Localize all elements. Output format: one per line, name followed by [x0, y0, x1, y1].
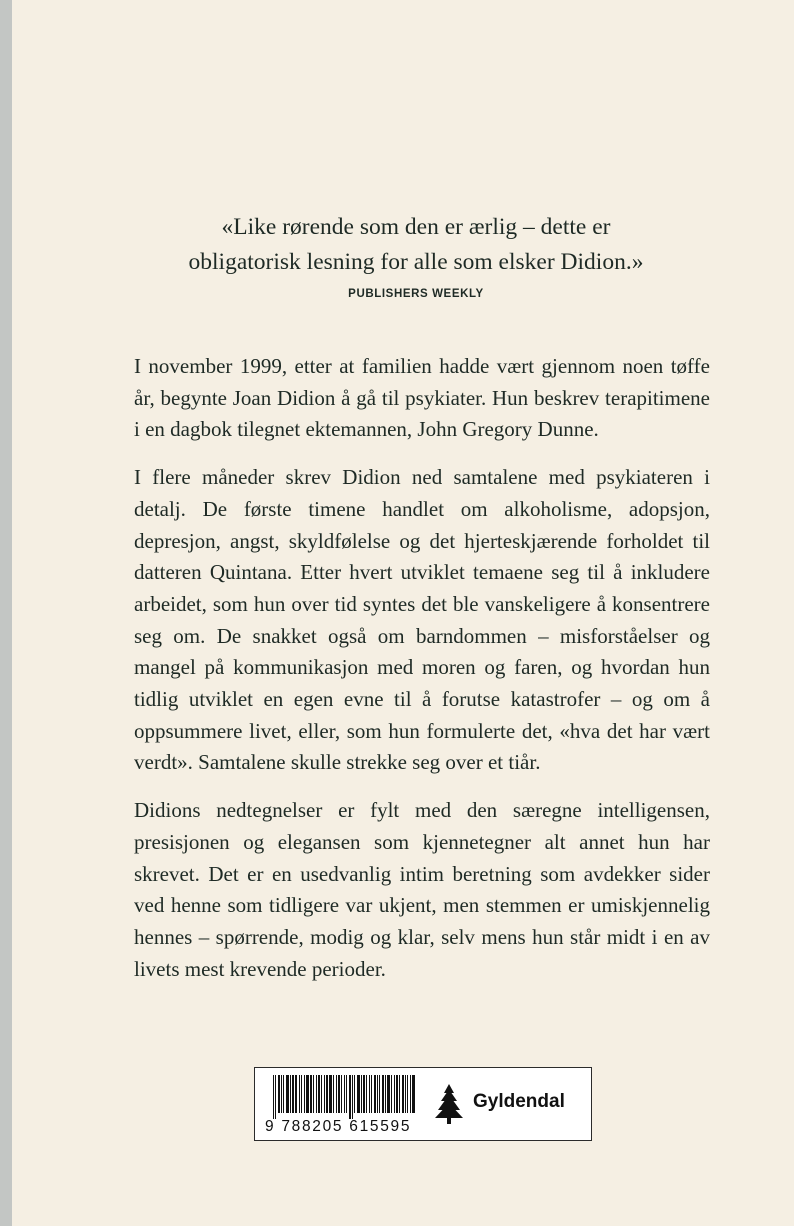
barcode-bar — [316, 1075, 317, 1113]
barcode-bar — [369, 1075, 370, 1113]
barcode-bar — [324, 1075, 325, 1113]
blurb-paragraph-2: I flere måneder skrev Didion ned samtalene med psykiateren i detalj. De første timene handlet om alkoholisme, adopsjon, depresjon, angst, skyldfølelse og det hjerteskjærende forholdet til datteren Quintana. Etter hvert utviklet temaene seg til å inkludere arbeidet, som hun over tid syntes det ble vanskeligere å konsentrere seg om. De snakket også om barndommen – misforståelser og mangel på kommunikasjon med moren og faren, og hvordan hun tidlig utviklet en egen evne til å forutse katastrofer – og om å oppsummere livet, eller, som hun formulerte det, «hva det har vært verdt». Samtalene skulle strekke seg over et tiår. — [134, 465, 710, 775]
blurb-text — [134, 351, 710, 985]
barcode-bar — [310, 1075, 312, 1113]
barcode-bar — [412, 1075, 415, 1113]
barcode-bar — [278, 1075, 280, 1113]
barcode-bar — [349, 1075, 351, 1119]
barcode-bar — [354, 1075, 355, 1113]
spine-edge — [0, 0, 12, 1226]
barcode-bar — [283, 1075, 284, 1113]
isbn-number: 9 788205 615595 — [265, 1118, 412, 1135]
barcode-bar — [318, 1075, 320, 1113]
barcode-bar — [410, 1075, 411, 1113]
barcode-bar — [273, 1075, 274, 1119]
barcode-bar — [344, 1075, 345, 1113]
barcode-bar — [357, 1075, 360, 1113]
blurb-paragraph-3: Didions nedtegnelser er fylt med den særegne intelligensen, presisjonen og elegansen som kjennetegner alt annet hun har skrevet. Det er en usedvanlig intim beretning som avdekker sider ved henne som tidligere var ukjent, men stemmen er umiskjennelig hennes – spørrende, modig og klar, selv mens hun står midt i en av livets mest krevende perioder. — [134, 798, 710, 981]
barcode-bar — [399, 1075, 400, 1113]
barcode-bar — [299, 1075, 300, 1113]
barcode-bar — [361, 1075, 362, 1113]
publisher-name: Gyldendal — [473, 1091, 565, 1112]
quote-line-2: obligatorisk lesning for alle som elsker Didion.» — [188, 249, 644, 275]
barcode-bar — [377, 1075, 378, 1113]
barcode-panel — [254, 1067, 592, 1141]
barcode-bar — [402, 1075, 404, 1113]
barcode-bar — [371, 1075, 372, 1113]
barcode-bar — [346, 1075, 347, 1113]
barcode-bar — [394, 1075, 395, 1113]
barcode-bar — [292, 1075, 294, 1113]
barcode-bar — [374, 1075, 376, 1113]
quote-source: PUBLISHERS WEEKLY — [348, 288, 484, 300]
barcode-bar — [407, 1075, 408, 1113]
tree-icon — [433, 1084, 465, 1124]
barcode-bar — [333, 1075, 334, 1113]
barcode-bar — [338, 1075, 340, 1113]
quote-line-1: «Like rørende som den er ærlig – dette er — [221, 214, 611, 240]
barcode-bar — [391, 1075, 392, 1113]
barcode-bar — [321, 1075, 322, 1113]
barcode-bar — [290, 1075, 291, 1113]
barcode-bar — [281, 1075, 282, 1113]
barcode-bar — [385, 1075, 386, 1113]
barcode-bar — [313, 1075, 314, 1113]
barcode-bar — [295, 1075, 297, 1113]
barcode-bar — [329, 1075, 332, 1113]
barcode-bar — [275, 1075, 276, 1119]
barcode-bar — [382, 1075, 384, 1113]
publisher-logo — [433, 1082, 583, 1124]
barcode-bar — [352, 1075, 353, 1119]
barcode-bar — [396, 1075, 398, 1113]
barcode-bar — [341, 1075, 342, 1113]
barcode-bar — [286, 1075, 289, 1113]
barcode-bar — [366, 1075, 367, 1113]
barcode-bar — [304, 1075, 305, 1113]
barcode-bar — [387, 1075, 390, 1113]
barcode-bar — [301, 1075, 302, 1113]
review-quote — [0, 210, 794, 302]
barcode-bar — [405, 1075, 406, 1113]
barcode-bar — [336, 1075, 337, 1113]
barcode-bar — [326, 1075, 328, 1113]
barcode-bar — [306, 1075, 309, 1113]
barcode-bar — [363, 1075, 365, 1113]
barcode — [273, 1075, 417, 1119]
barcode-bar — [379, 1075, 380, 1113]
blurb-paragraph-1: I november 1999, etter at familien hadde vært gjennom noen tøffe år, begynte Joan Didion å gå til psykiater. Hun beskrev terapitimene i en dagbok tilegnet ektemannen, John Gregory Dunne. — [134, 354, 710, 442]
